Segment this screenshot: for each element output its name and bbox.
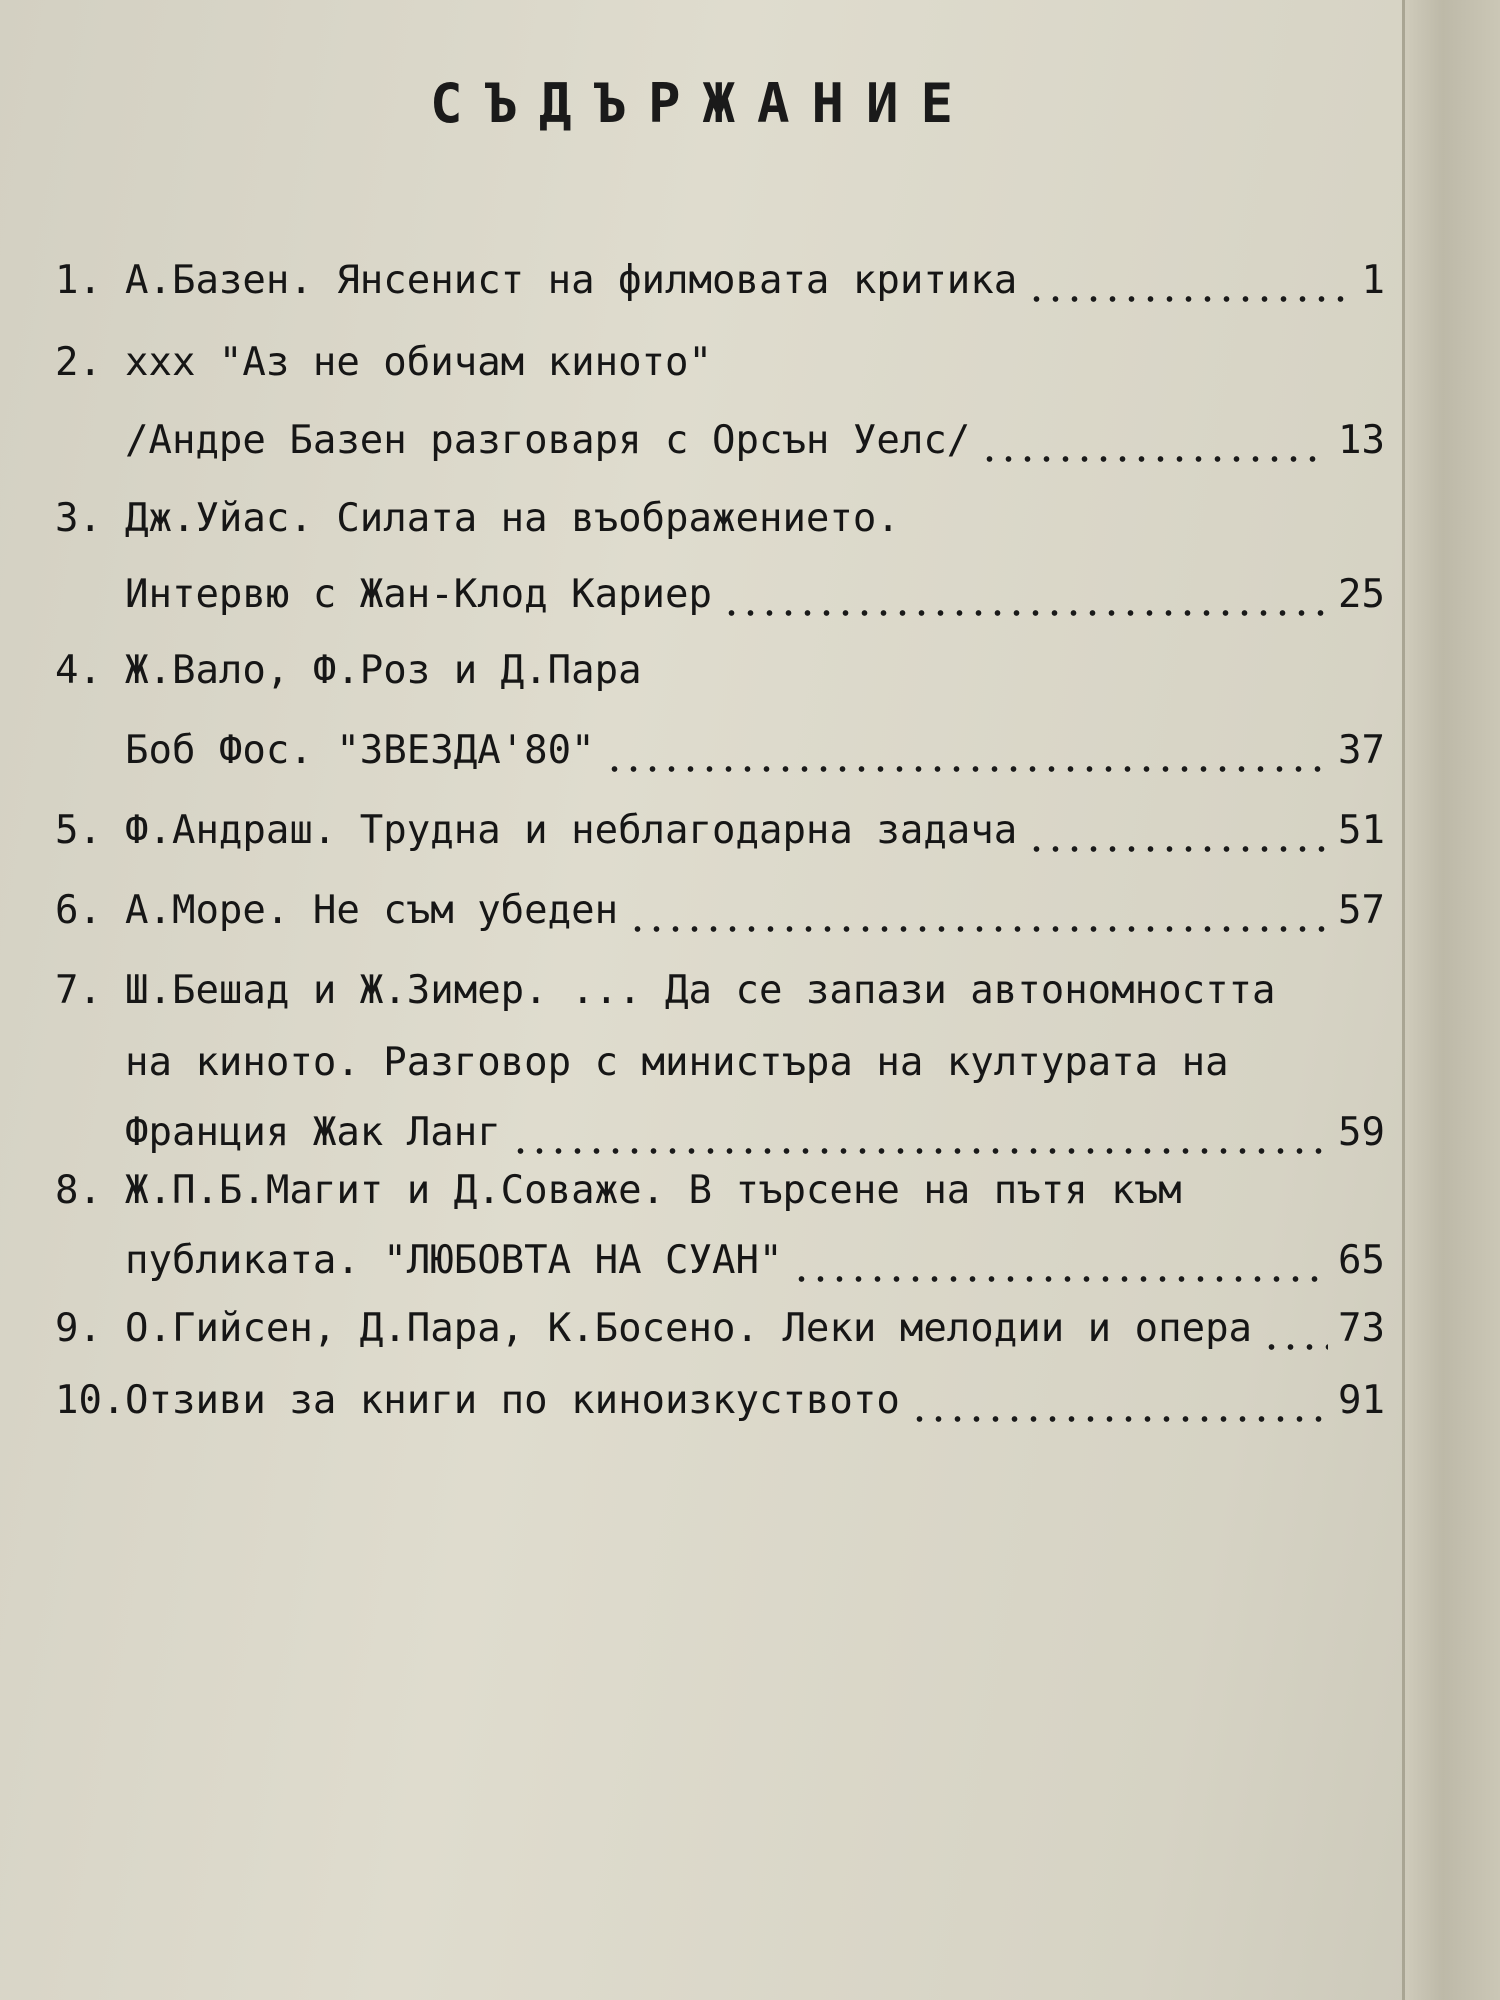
toc-entry-number: 6. [55,888,102,933]
toc-title: СЪДЪРЖАНИЕ [429,72,976,135]
dot-leader [1262,1342,1328,1352]
toc-line [55,808,1385,868]
toc-line [125,572,1385,632]
toc-entry-text: Франция Жак Ланг [125,1110,501,1155]
toc-entry-number: 5. [55,808,102,853]
dot-leader [792,1274,1328,1284]
dot-leader [722,608,1328,618]
dot-leader [1027,844,1328,854]
toc-line [55,888,1385,948]
toc-line [55,648,642,708]
toc-line [55,1168,1182,1228]
toc-page-number: 73 [1338,1306,1385,1351]
toc-line [125,418,1385,478]
toc-entry-text: Дж.Уйас. Силата на въображението. [125,496,900,541]
dot-leader [980,454,1328,464]
toc-entry-text: Интервю с Жан-Клод Кариер [125,572,712,617]
toc-line [55,1378,1385,1438]
toc-entry-text: А.Базен. Янсенист на филмовата критика [125,258,1018,303]
toc-page-number: 59 [1338,1110,1385,1155]
toc-line [125,728,1385,788]
toc-line [125,1040,1229,1100]
toc-entry-text: Ш.Бешад и Ж.Зимер. ... Да се запази автономността [125,968,1276,1013]
toc-page-number: 91 [1338,1378,1385,1423]
toc-entry-text: Ж.Вало, Ф.Роз и Д.Пара [125,648,642,693]
toc-line [125,1110,1385,1170]
toc-line [125,1238,1385,1298]
dot-leader [511,1146,1328,1156]
toc-entry-number: 1. [55,258,102,303]
dot-leader [605,764,1328,774]
toc-entry-number: 10. [55,1378,126,1423]
toc-entry-number: 4. [55,648,102,693]
toc-line [55,496,900,556]
dot-leader [628,924,1328,934]
toc-entry-text: ххх "Аз не обичам киното" [125,340,712,385]
toc-entry-text: публиката. "ЛЮБОВТА НА СУАН" [125,1238,783,1283]
toc-entry-text: Ф.Андраш. Трудна и неблагодарна задача [125,808,1018,853]
toc-entry-text: Отзиви за книги по киноизкуството [125,1378,900,1423]
toc-page-number: 13 [1338,418,1385,463]
toc-entry-text: А.Море. Не съм убеден [125,888,619,933]
toc-entry-number: 8. [55,1168,102,1213]
toc-page-number: 57 [1338,888,1385,933]
page-gutter [1405,0,1500,2000]
toc-entry-text: Ж.П.Б.Магит и Д.Соваже. В търсене на пътя към [125,1168,1182,1213]
toc-page-number: 25 [1338,572,1385,617]
toc-entry-number: 7. [55,968,102,1013]
toc-entry-text: на киното. Разговор с министъра на културата на [125,1040,1229,1085]
toc-line [55,340,712,400]
dot-leader [1027,294,1351,304]
toc-entry-number: 2. [55,340,102,385]
toc-page-number: 65 [1338,1238,1385,1283]
toc-line [55,258,1385,318]
toc-page-number: 51 [1338,808,1385,853]
toc-page-number: 37 [1338,728,1385,773]
toc-entry-text: Боб Фос. "ЗВЕЗДА'80" [125,728,595,773]
toc-page-number: 1 [1361,258,1385,303]
toc-line [55,1306,1385,1366]
toc-entry-number: 9. [55,1306,102,1351]
toc-entry-number: 3. [55,496,102,541]
toc-line [55,968,1276,1028]
toc-entry-text: О.Гийсен, Д.Пара, К.Босено. Леки мелодии и опера [125,1306,1253,1351]
toc-entry-text: /Андре Базен разговаря с Орсън Уелс/ [125,418,971,463]
dot-leader [910,1414,1328,1424]
